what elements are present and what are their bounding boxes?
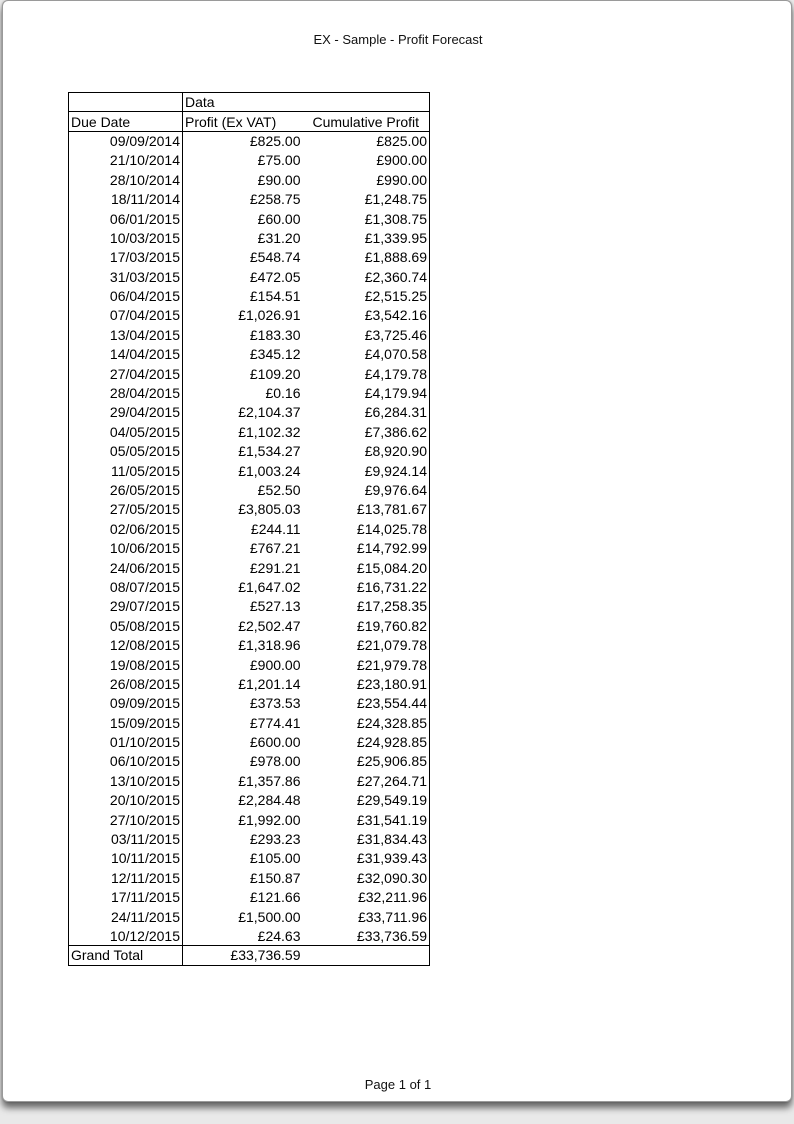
table-row (69, 655, 430, 674)
profit-cell: £2,104.37 (238, 404, 301, 421)
cumulative-cell: £9,976.64 (303, 480, 430, 499)
profit-cell: £1,102.32 (238, 423, 301, 440)
profit-cell: £105.00 (249, 850, 301, 867)
cumulative-cell: £31,541.19 (303, 810, 430, 829)
cumulative-cell: £33,711.96 (303, 907, 430, 926)
due-date-cell: 24/11/2015 (69, 907, 183, 926)
cumulative-cell: £3,725.46 (303, 325, 430, 344)
profit-cell: £527.13 (249, 598, 301, 615)
profit-cell: £1,201.14 (238, 675, 301, 692)
cumulative-cell: £900.00 (303, 151, 430, 170)
corner-cell (69, 93, 183, 112)
pivot-table (68, 92, 430, 966)
due-date-cell: 13/10/2015 (69, 771, 183, 790)
column-header-profit: Profit (Ex VAT) (183, 112, 303, 131)
table-row (69, 248, 430, 267)
due-date-cell: 21/10/2014 (69, 151, 183, 170)
header-row-columns (69, 112, 430, 131)
due-date-cell: 27/05/2015 (69, 500, 183, 519)
profit-cell: £75.00 (257, 152, 301, 169)
cumulative-cell: £4,179.94 (303, 383, 430, 402)
cumulative-cell: £19,760.82 (303, 616, 430, 635)
table-row (69, 228, 430, 247)
profit-cell: £767.21 (249, 540, 301, 557)
table-row (69, 888, 430, 907)
cumulative-cell: £990.00 (303, 170, 430, 189)
cumulative-cell: £31,939.43 (303, 849, 430, 868)
table-row (69, 868, 430, 887)
cumulative-cell: £2,360.74 (303, 267, 430, 286)
table-row (69, 345, 430, 364)
table-row (69, 364, 430, 383)
cumulative-cell: £31,834.43 (303, 829, 430, 848)
table-row (69, 306, 430, 325)
due-date-cell: 29/07/2015 (69, 597, 183, 616)
cumulative-cell: £14,025.78 (303, 519, 430, 538)
table-row (69, 383, 430, 402)
cumulative-cell: £14,792.99 (303, 538, 430, 557)
grand-total-cumulative (303, 946, 430, 965)
table-row (69, 829, 430, 848)
profit-cell: £345.12 (249, 346, 301, 363)
cumulative-cell: £9,924.14 (303, 461, 430, 480)
due-date-cell: 10/03/2015 (69, 228, 183, 247)
grand-total-label: Grand Total (69, 946, 183, 965)
profit-cell: £244.11 (250, 520, 301, 537)
profit-cell: £1,500.00 (238, 908, 301, 925)
table-row (69, 422, 430, 441)
column-header-cumulative: Cumulative Profit (303, 112, 430, 131)
cumulative-cell: £27,264.71 (303, 771, 430, 790)
due-date-cell: 05/05/2015 (69, 442, 183, 461)
due-date-cell: 20/10/2015 (69, 791, 183, 810)
table-row (69, 771, 430, 790)
profit-cell: £109.20 (249, 365, 301, 382)
cumulative-cell: £4,070.58 (303, 345, 430, 364)
table-row (69, 461, 430, 480)
due-date-cell: 31/03/2015 (69, 267, 183, 286)
header-row-data (69, 93, 430, 112)
due-date-cell: 06/04/2015 (69, 286, 183, 305)
table-row (69, 442, 430, 461)
due-date-cell: 28/10/2014 (69, 170, 183, 189)
table-row (69, 151, 430, 170)
profit-cell: £1,647.02 (238, 578, 301, 595)
due-date-cell: 02/06/2015 (69, 519, 183, 538)
profit-cell: £121.66 (249, 889, 301, 906)
grand-total-profit: £33,736.59 (183, 946, 303, 965)
cumulative-cell: £24,328.85 (303, 713, 430, 732)
cumulative-cell: £1,888.69 (303, 248, 430, 267)
profit-cell: £60.00 (257, 210, 301, 227)
column-header-due-date: Due Date (69, 112, 183, 131)
profit-cell: £291.21 (249, 559, 301, 576)
cumulative-cell: £17,258.35 (303, 597, 430, 616)
cumulative-cell: £7,386.62 (303, 422, 430, 441)
due-date-cell: 12/08/2015 (69, 635, 183, 654)
cumulative-cell: £1,248.75 (303, 189, 430, 208)
cumulative-cell: £32,090.30 (303, 868, 430, 887)
table-row (69, 403, 430, 422)
due-date-cell: 09/09/2014 (69, 131, 183, 150)
profit-cell: £293.23 (249, 831, 301, 848)
grand-total-row (69, 946, 430, 965)
due-date-cell: 04/05/2015 (69, 422, 183, 441)
cumulative-cell: £25,906.85 (303, 752, 430, 771)
table-row (69, 577, 430, 596)
cumulative-cell: £1,339.95 (303, 228, 430, 247)
profit-cell: £1,992.00 (238, 811, 301, 828)
table-row (69, 694, 430, 713)
profit-cell: £472.05 (249, 268, 301, 285)
due-date-cell: 15/09/2015 (69, 713, 183, 732)
table-row (69, 209, 430, 228)
due-date-cell: 27/04/2015 (69, 364, 183, 383)
table-row (69, 713, 430, 732)
table-row (69, 926, 430, 945)
profit-cell: £150.87 (249, 869, 301, 886)
profit-cell: £52.50 (257, 482, 301, 498)
profit-cell: £31.20 (257, 229, 301, 246)
due-date-cell: 07/04/2015 (69, 306, 183, 325)
due-date-cell: 28/04/2015 (69, 383, 183, 402)
table-row (69, 849, 430, 868)
table-row (69, 131, 430, 150)
profit-cell: £900.00 (249, 656, 301, 673)
table-row (69, 752, 430, 771)
table-row (69, 732, 430, 751)
due-date-cell: 18/11/2014 (69, 189, 183, 208)
profit-cell: £258.75 (249, 191, 301, 208)
table-row (69, 674, 430, 693)
profit-cell: £2,502.47 (238, 617, 301, 634)
table-row (69, 519, 430, 538)
due-date-cell: 27/10/2015 (69, 810, 183, 829)
table-row (69, 325, 430, 344)
document-page (2, 0, 792, 1102)
due-date-cell: 14/04/2015 (69, 345, 183, 364)
cumulative-cell: £6,284.31 (303, 403, 430, 422)
cumulative-cell: £23,554.44 (303, 694, 430, 713)
table-row (69, 597, 430, 616)
cumulative-cell: £16,731.22 (303, 577, 430, 596)
due-date-cell: 26/05/2015 (69, 480, 183, 499)
cumulative-cell: £3,542.16 (303, 306, 430, 325)
data-label: Data (183, 93, 303, 112)
profit-cell: £1,026.91 (238, 307, 301, 324)
due-date-cell: 11/05/2015 (69, 461, 183, 480)
page-footer: Page 1 of 1 (364, 1077, 432, 1092)
table-row (69, 170, 430, 189)
table-row (69, 267, 430, 286)
cumulative-cell: £2,515.25 (303, 286, 430, 305)
due-date-cell: 03/11/2015 (69, 829, 183, 848)
profit-cell: £825.00 (249, 133, 301, 150)
cumulative-cell: £21,079.78 (303, 635, 430, 654)
cumulative-cell: £13,781.67 (303, 500, 430, 519)
profit-cell: £1,534.27 (238, 443, 301, 460)
profit-cell: £90.00 (257, 171, 301, 188)
table-row (69, 810, 430, 829)
profit-cell: £978.00 (249, 753, 301, 770)
profit-cell: £24.63 (257, 927, 301, 944)
profit-cell: £774.41 (249, 714, 301, 731)
cumulative-cell: £24,928.85 (303, 732, 430, 751)
profit-cell: £0.16 (265, 385, 301, 402)
profit-cell: £3,805.03 (238, 501, 301, 518)
cumulative-cell: £825.00 (303, 131, 430, 150)
cumulative-cell: £4,179.78 (303, 364, 430, 383)
due-date-cell: 24/06/2015 (69, 558, 183, 577)
due-date-cell: 17/11/2015 (69, 888, 183, 907)
cumulative-cell: £29,549.19 (303, 791, 430, 810)
due-date-cell: 10/06/2015 (69, 538, 183, 557)
profit-cell: £600.00 (249, 734, 301, 751)
due-date-cell: 09/09/2015 (69, 694, 183, 713)
table-row (69, 635, 430, 654)
profit-cell: £373.53 (249, 695, 301, 712)
cumulative-cell: £33,736.59 (303, 926, 430, 945)
profit-cell: £183.30 (249, 326, 301, 343)
due-date-cell: 10/12/2015 (69, 926, 183, 945)
due-date-cell: 06/01/2015 (69, 209, 183, 228)
cumulative-cell: £23,180.91 (303, 674, 430, 693)
table-row (69, 907, 430, 926)
table-row (69, 538, 430, 557)
due-date-cell: 10/11/2015 (69, 849, 183, 868)
profit-cell: £154.51 (249, 288, 301, 305)
profit-cell: £1,003.24 (238, 462, 301, 479)
cumulative-cell: £8,920.90 (303, 442, 430, 461)
due-date-cell: 13/04/2015 (69, 325, 183, 344)
profit-cell: £548.74 (249, 249, 301, 266)
table-row (69, 616, 430, 635)
table-row (69, 189, 430, 208)
due-date-cell: 12/11/2015 (69, 868, 183, 887)
profit-cell: £2,284.48 (238, 792, 301, 809)
table-row (69, 480, 430, 499)
due-date-cell: 08/07/2015 (69, 577, 183, 596)
cumulative-cell: £1,308.75 (303, 209, 430, 228)
due-date-cell: 17/03/2015 (69, 248, 183, 267)
due-date-cell: 05/08/2015 (69, 616, 183, 635)
table-row (69, 558, 430, 577)
due-date-cell: 26/08/2015 (69, 674, 183, 693)
due-date-cell: 19/08/2015 (69, 655, 183, 674)
cumulative-cell: £21,979.78 (303, 655, 430, 674)
due-date-cell: 29/04/2015 (69, 403, 183, 422)
table-row (69, 791, 430, 810)
page-header: EX - Sample - Profit Forecast (313, 32, 483, 47)
table-row (69, 500, 430, 519)
cumulative-cell: £32,211.96 (303, 888, 430, 907)
profit-cell: £1,357.86 (238, 772, 301, 789)
table-row (69, 286, 430, 305)
data-label-filler (303, 93, 430, 112)
cumulative-cell: £15,084.20 (303, 558, 430, 577)
profit-cell: £1,318.96 (238, 637, 301, 654)
due-date-cell: 06/10/2015 (69, 752, 183, 771)
due-date-cell: 01/10/2015 (69, 732, 183, 751)
